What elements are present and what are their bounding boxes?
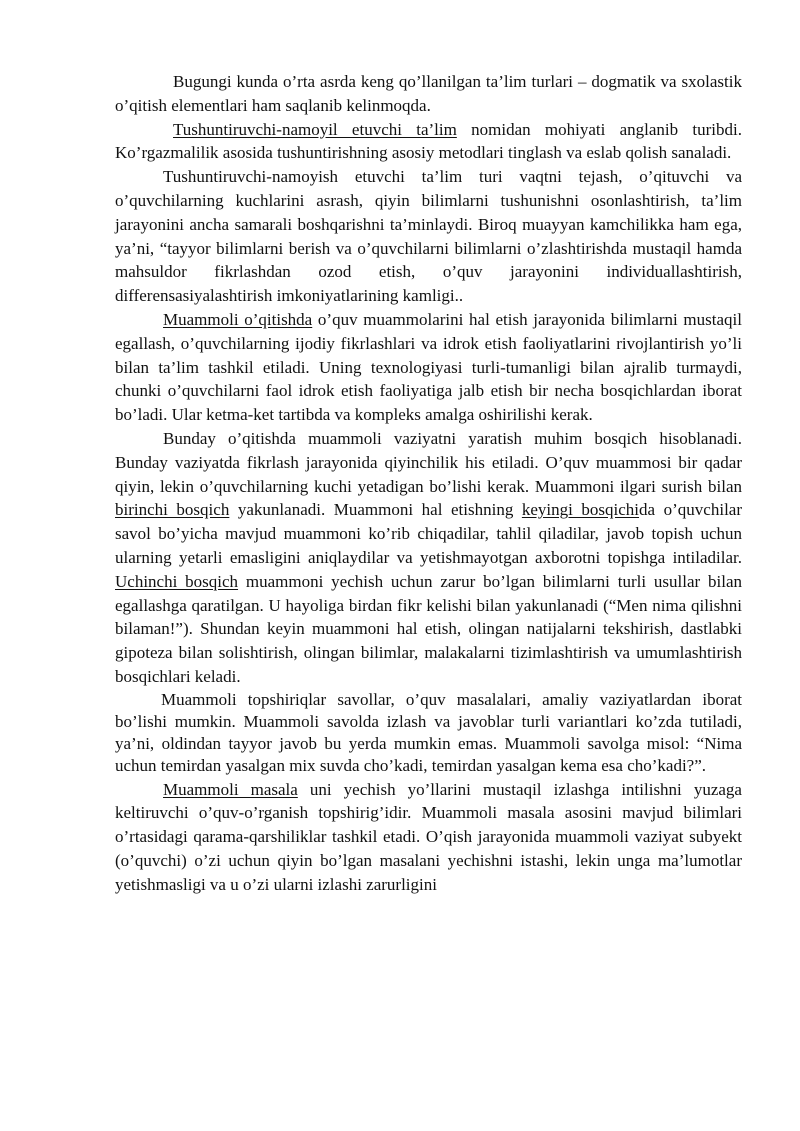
paragraph-4: [115, 308, 742, 427]
paragraph-5: [115, 427, 742, 689]
document-page: [115, 70, 742, 897]
paragraph-7-text: uni yechish yo’llarini mustaqil izlashga intilishni yuzaga keltiruvchi o’quv-o’rganish topshirig’idir. Muammoli masala asosini mavjud bilimlari o’rtasidagi qarama-qarshiliklar tashkil etadi. O’qish jarayonida muammoli vaziyat subyekt (o’quvchi) o’zi uchun qiyin bo’lgan masalani yechishni istashi, lekin unga ma’lumotlar yetishmasligi va u o’zi ularni izlashi zarurligini: [115, 779, 742, 894]
paragraph-2-text: nomidan mohiyati anglanib turibdi. Ko’rgazmalilik asosida tushuntirishning asosiy metodlari tinglash va eslab qolish sanaladi.: [115, 119, 742, 163]
term-next-stage: keyingi bosqichi: [521, 500, 640, 520]
paragraph-7: [115, 778, 742, 897]
paragraph-5-text-b: yakunlanadi. Muammoni hal etishning: [229, 500, 522, 520]
paragraph-3-text: Tushuntiruvchi-namoyish etuvchi ta’lim turi vaqtni tejash, o’qituvchi va o’quvchilarning kuchlarini asrash, qiyin bilimlarni tushunishni osonlashtirish, ta’lim jarayonini ancha samarali boshqarishni ta’minlaydi. Biroq muayyan kamchilikka ham ega, ya’ni, “tayyor bilimlarni berish va o’quvchilarni bilimlarni o’zlashtirishda mustaqil hamda mahsuldor fikrlashdan ozod etish, o’quv jarayonini individuallashtirish, differensasiyalashtirish imkoniyatlarining kamligi..: [115, 167, 742, 306]
paragraph-5-text-a: Bunday o’qitishda muammoli vaziyatni yaratish muhim bosqich hisoblanadi. Bunday vaziyatda fikrlash jarayonida qiyinchilik his etiladi. O’quv muammosi bir qadar qiyin, lekin o’quvchilarning kuchi yetadigan bo’lishi kerak. Muammoni ilgari surish bilan: [115, 428, 742, 496]
term-explanatory-teaching: Tushuntiruvchi-namoyil etuvchi ta’lim: [173, 119, 457, 139]
term-problem-task: Muammoli masala: [163, 779, 298, 799]
paragraph-1: [115, 70, 742, 118]
paragraph-3: [115, 165, 742, 308]
paragraph-4-text: o’quv muammolarini hal etish jarayonida bilimlarni mustaqil egallash, o’quvchilarning ijodiy fikrlashlari va idrok etish faoliyatlarini rivojlantirish yo’li bilan ta’lim tashkil etiladi. Uning texnologiyasi turli-tumanligi bilan ajralib turmaydi, chunki o’quvchilarni faol idrok etish faoliyatiga jalb etish bir necha bosqichlardan iborat bo’ladi. Ular ketma-ket tartibda va kompleks amalga oshirilishi kerak.: [115, 309, 742, 425]
paragraph-6-text: Muammoli topshiriqlar savollar, o’quv masalalari, amaliy vaziyatlardan iborat bo’lishi mumkin. Muammoli savolda izlash va javoblar turli variantlari ko’zda tutiladi, ya’ni, oldindan tayyor javob bu yerda mumkin emas. Muammoli savolga misol: “Nima uchun temirdan yasalgan mix suvda cho’kadi, temirdan yasalgan kema esa cho’kadi?”.: [115, 689, 742, 776]
paragraph-6: [115, 689, 742, 778]
paragraph-2: [115, 118, 742, 166]
paragraph-5-text-c: da o’quvchilar savol bo’yicha mavjud muammoni ko’rib chiqadilar, tahlil qiladilar, javob topish uchun ularning yetarli emasligini aniqlaydilar va yetishmayotgan axborotni topishga intiladilar.: [115, 500, 742, 567]
term-third-stage: Uchinchi bosqich: [115, 571, 239, 591]
term-first-stage: birinchi bosqich: [115, 500, 230, 520]
paragraph-5-text-d: muammoni yechish uchun zarur bo’lgan bilimlarni turli usullar bilan egallashga qaratilgan. U hayoliga birdan fikr kelishi bilan yakunlanadi (“Men nima qilishni bilaman!”). Shundan keyin muammoni hal etish, olingan natijalarni tekshirish, dastlabki gipoteza bilan solishtirish, olingan bilimlar, malakalarni tizimlashtirish va umumlashtirish bosqichlari keladi.: [115, 571, 742, 686]
term-problem-teaching: Muammoli o’qitishda: [163, 309, 313, 329]
paragraph-1-text: Bugungi kunda o’rta asrda keng qo’llanilgan ta’lim turlari – dogmatik va sxolastik o’qitish elementlari ham saqlanib kelinmoqda.: [115, 72, 742, 115]
